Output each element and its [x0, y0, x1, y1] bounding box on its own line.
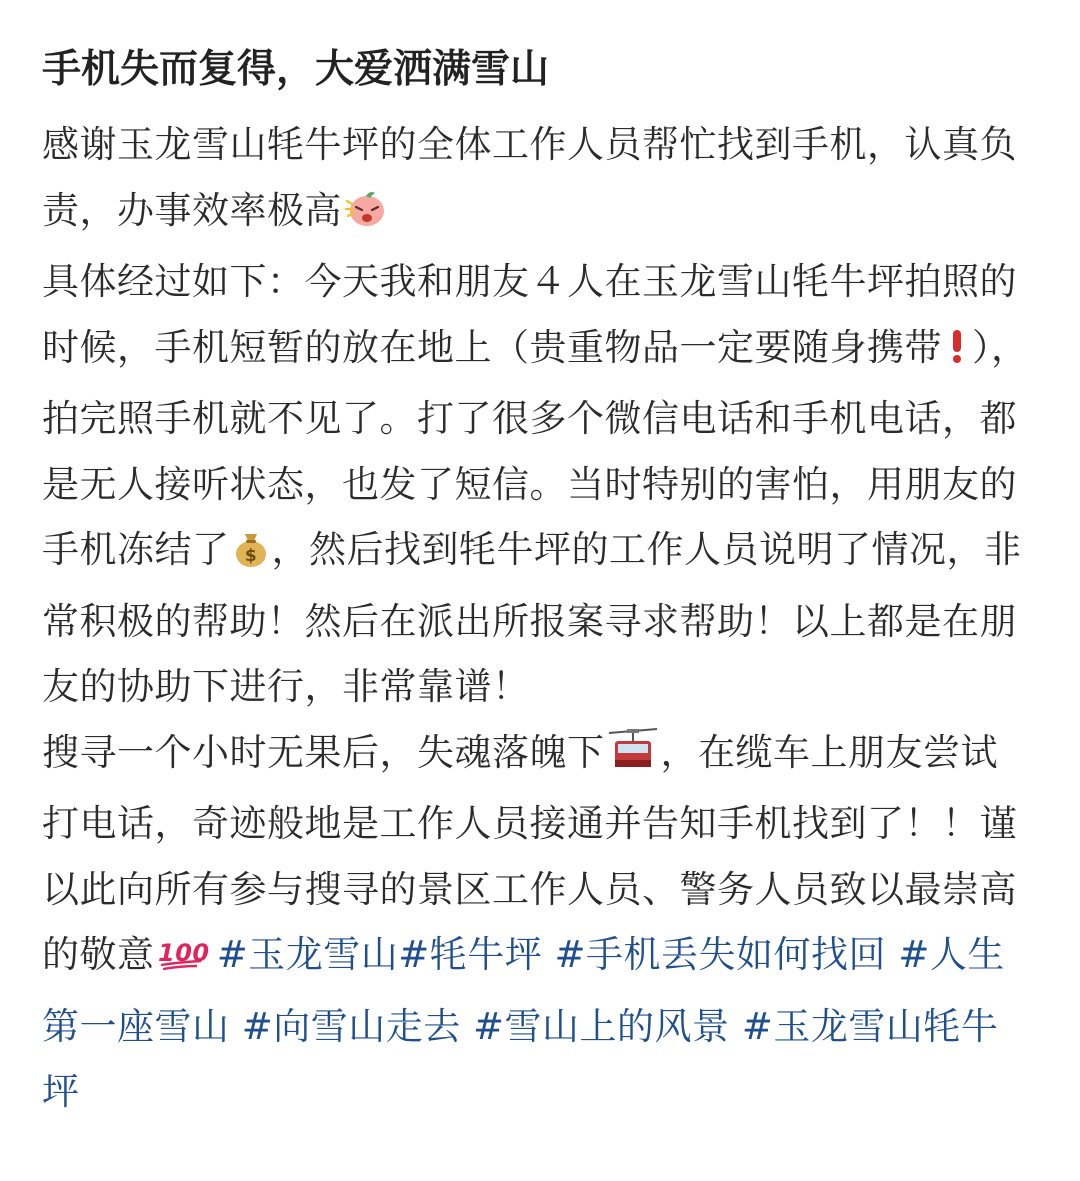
- paragraph-3: [42, 720, 1032, 1125]
- paragraph-1: [42, 112, 1032, 249]
- post-body: [42, 112, 1032, 1125]
- hashtag[interactable]: #玉龙雪山#牦牛坪: [216, 933, 543, 976]
- paragraph-2-text-b: ），拍完照手机就不见了。打了很多个微信电话和手机电话，都是无人接听状态，也发了短信。当时特别的害怕，用朋友的手机冻结了: [42, 325, 1029, 571]
- cable-car-icon: [607, 726, 659, 792]
- hundred-points-icon: [157, 928, 210, 994]
- exclamation-icon: [944, 321, 970, 387]
- paragraph-1-text: 感谢玉龙雪山牦牛坪的全体工作人员帮忙找到手机，认真负责，办事效率极高: [42, 123, 1017, 232]
- paragraph-3-text-a: 搜寻一个小时无果后，失魂落魄下: [42, 730, 605, 774]
- money-bag-icon: [232, 523, 270, 589]
- angry-face-icon: [344, 184, 388, 250]
- svg-text:100: 100: [157, 939, 210, 967]
- post-container: [42, 40, 1032, 1125]
- hashtag[interactable]: #雪山上的风景: [473, 1004, 730, 1048]
- post-title: 手机失而复得，大爱洒满雪山: [42, 47, 550, 92]
- paragraph-3-text-b: ，在缆车上朋友尝试打电话，奇迹般地是工作人员接通并告知手机找到了！！谨以此向所有参与搜寻的景区工作人员、警务人员致以最崇高的敬意: [42, 730, 1017, 976]
- svg-text:$: $: [244, 546, 257, 566]
- hashtag[interactable]: #玉龙雪山牦牛坪: [42, 1004, 999, 1113]
- paragraph-2: [42, 249, 1032, 720]
- paragraph-2-text-a: 具体经过如下：今天我和朋友４人在玉龙雪山牦牛坪拍照的时候，手机短暂的放在地上（贵重物品一定要随身携带: [42, 260, 1017, 369]
- paragraph-2-text-c: ，然后找到牦牛坪的工作人员说明了情况，非常积极的帮助！然后在派出所报案寻求帮助！以上都是在朋友的协助下进行，非常靠谱！: [42, 528, 1022, 708]
- hashtag[interactable]: #人生第一座雪山: [42, 933, 1005, 1048]
- hashtag[interactable]: #手机丢失如何找回: [554, 933, 887, 976]
- hashtag[interactable]: #向雪山走去: [241, 1004, 461, 1048]
